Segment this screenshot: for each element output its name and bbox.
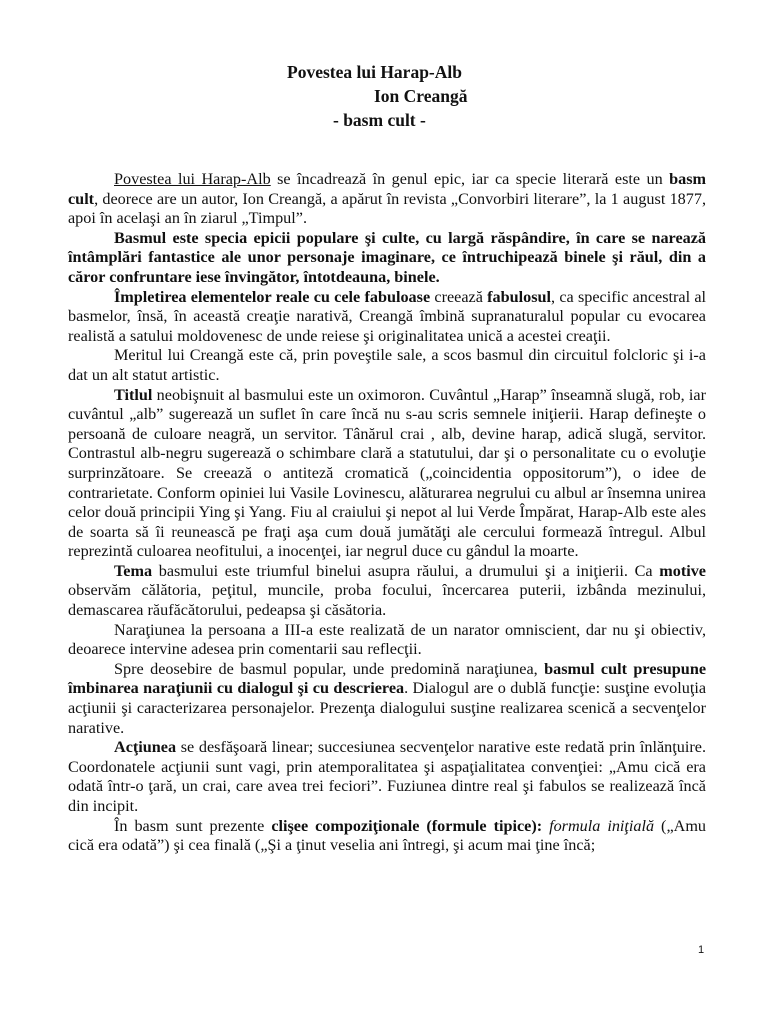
bold-text: Tema	[114, 561, 153, 580]
bold-text: clişee compoziţionale (formule tipice):	[271, 816, 543, 835]
text-run: se încadrează în genul epic, iar ca specie literară este un	[270, 170, 670, 188]
paragraph	[68, 621, 706, 660]
bold-text: basmul cult presupune îmbinarea naraţiunii cu dialogul şi cu descrierea	[68, 659, 707, 698]
text-run: , deorece are un autor, Ion Creangă, a apărut în revista „Convorbiri literare”, la 1 august 1877, apoi în acelaşi an în ziarul „Timpul”.	[68, 189, 706, 228]
bold-text: Basmul este specia epicii populare şi culte, cu largă răspândire, în care se narează întâmplări fantastice ale unor personaje imaginare, ce întruchipează binele şi răul, din a căror confruntare iese învingător, întotdeauna, binele.	[68, 228, 706, 286]
italic-text: formula iniţială	[549, 816, 655, 835]
bold-text: fabulosul	[487, 287, 552, 306]
bold-text: basm cult	[68, 170, 706, 208]
text-run: Meritul lui Creangă este că, prin poveştile sale, a scos basmul din circuitul folcloric şi i-a dat un alt statut artistic.	[68, 346, 706, 384]
text-run: („Amu cică era odată”) şi cea finală („Şi a ţinut veselia ani întregi, şi acum mai ţine încă;	[68, 816, 707, 855]
text-run: creează	[430, 287, 488, 306]
text-run: se desfăşoară linear; succesiunea secvenţelor narative este redată prin înlănţuire. Coordonatele acţiunii sunt vagi, prin atemporalitatea şi aspaţialitatea convenţiei: „Amu cică era odată într-o ţară, un crai, care avea trei feciori”. Fuziunea dintre real şi fabulos se realizează încă din incipit.	[68, 738, 706, 815]
paragraph	[68, 738, 706, 816]
paragraph	[68, 288, 706, 347]
paragraph	[68, 170, 706, 229]
document-genre: - basm cult -	[333, 110, 426, 130]
paragraph	[68, 229, 706, 288]
document-author: Ion Creangă	[374, 86, 468, 106]
bold-text: Acţiunea	[114, 738, 177, 757]
text-run: Spre deosebire de basmul popular, unde predomină naraţiunea,	[114, 659, 545, 678]
paragraph	[68, 386, 706, 562]
text-run: . Dialogul are o dublă funcţie: susţine evoluţia acţiunii şi caracterizarea personajelor. Prezenţa dialogului susţine realizarea scenică a secvenţelor narative.	[68, 679, 706, 737]
text-run: Naraţiunea la persoana a III-a este realizată de un narator omniscient, dar nu şi obiectiv, deoarece intervine adesea prin comentarii sau reflecţii.	[68, 620, 706, 659]
document-title: Povestea lui Harap-Alb	[287, 62, 462, 82]
page-number: 1	[698, 944, 705, 956]
text-run: În basm sunt prezente	[114, 816, 272, 835]
paragraph	[68, 660, 706, 738]
bold-text: Împletirea elementelor reale cu cele fabuloase	[114, 287, 431, 306]
paragraph	[68, 562, 706, 621]
bold-text: Titlul	[114, 385, 153, 404]
text-run: neobişnuit al basmului este un oximoron. Cuvântul „Harap” înseamnă slugă, rob, iar cuvântul „alb” sugerează un suflet în care încă nu s-au scris semnele iniţierii. Harap defineşte o persoană de culoare neagră, un servitor. Tânărul crai , alb, devine harap, adică slugă, servitor. Contrastul alb-negru sugerează o schimbare clară a statutului, dar şi o personalitate cu o evoluţie surprinzătoare. Se creează o antiteză cromatică („coincidentia oppositorum”), o idee de contrarietate. Conform opiniei lui Vasile Lovinescu, alăturarea negrului cu albul ar însemna unirea celor două principii Ying şi Yang. Fiu al craiului şi nepot al lui Verde Împărat, Harap-Alb este ales de soarta să îi reunească pe fraţi aşa cum două jumătăţi ale cercului formează întregul. Albul reprezintă culoarea neofitului, a inocenţei, iar negrul duce cu gândul la moarte.	[68, 385, 706, 561]
text-run: observăm călătoria, peţitul, muncile, proba focului, încercarea puterii, izbânda mezinului, demascarea răufăcătorului, pedeapsa şi căsătoria.	[68, 581, 706, 620]
paragraph	[68, 346, 706, 385]
underlined-text: Povestea lui Harap-Alb	[114, 170, 271, 188]
document-body	[68, 170, 706, 856]
bold-text: motive	[659, 561, 706, 580]
text-run: , ca specific ancestral al basmelor, însă, în această creaţie narativă, Creangă îmbină supranaturalul popular cu evocarea realistă a satului moldovenesc de unde reiese şi originalitatea unică a acestei creaţii.	[68, 287, 707, 345]
paragraph	[68, 817, 706, 856]
text-run: basmului este triumful binelui asupra răului, a drumului şi a iniţierii. Ca	[152, 561, 660, 580]
